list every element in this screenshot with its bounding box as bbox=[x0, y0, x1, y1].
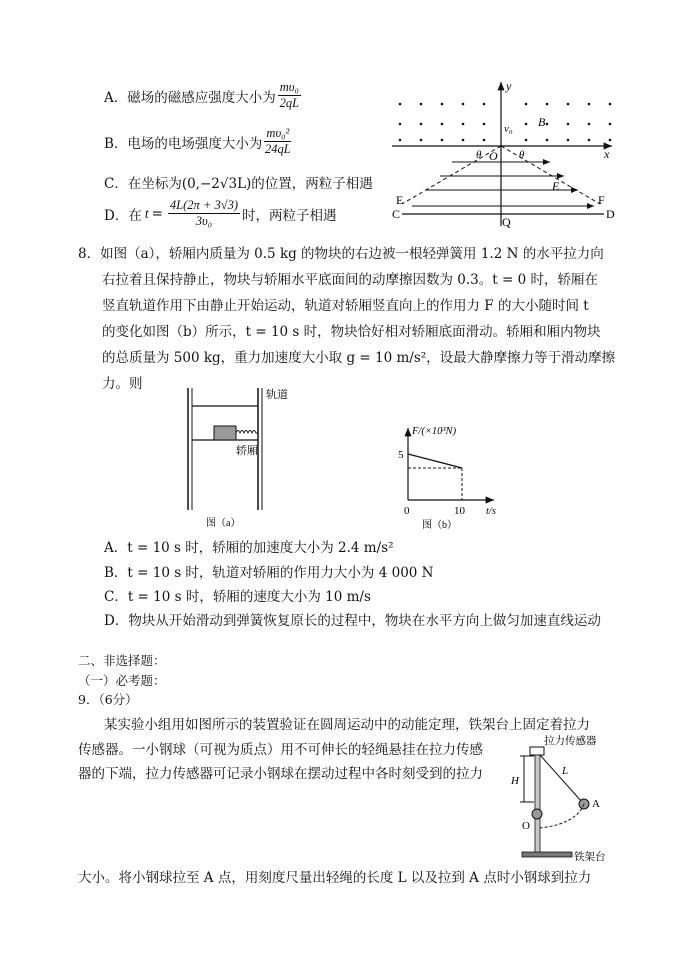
b-field-label: B bbox=[538, 115, 546, 129]
cabin-label: 轿厢 bbox=[236, 445, 258, 457]
q8-line-3: 竖直轨道作用下由静止开始运动，轨道对轿厢竖直向上的作用力 F 的大小随时间 t bbox=[102, 298, 589, 314]
q9-line-2: 传感器。一小钢球（可视为质点）用不可伸长的轻绳悬挂在拉力传感 bbox=[78, 742, 483, 758]
stand-base bbox=[522, 852, 572, 857]
fig-b-x-label: t/s bbox=[486, 506, 496, 517]
origin-label: O bbox=[489, 149, 498, 163]
x-axis-label: x bbox=[604, 147, 610, 161]
point-o-label: O bbox=[522, 820, 530, 832]
q7-option-c: C．在坐标为(0,−2√3L)的位置，两粒子相遇 bbox=[104, 176, 373, 192]
field-dot bbox=[483, 103, 486, 106]
field-dot bbox=[546, 123, 549, 126]
q8-figure-b bbox=[390, 420, 510, 532]
field-dot bbox=[399, 139, 402, 142]
field-dot bbox=[420, 139, 423, 142]
fig-b-origin: 0 bbox=[404, 505, 410, 517]
dashed-line-left bbox=[402, 146, 501, 204]
field-dot bbox=[588, 139, 591, 142]
field-dot bbox=[441, 139, 444, 142]
y-axis-label: y bbox=[506, 79, 512, 93]
track-label: 轨道 bbox=[266, 389, 288, 401]
q7-option-d-prefix: D．在 bbox=[104, 207, 142, 224]
e-field-label: E bbox=[552, 179, 560, 193]
q7-option-b bbox=[104, 126, 293, 157]
field-dot bbox=[609, 103, 612, 106]
theta-right-label: θ bbox=[519, 149, 525, 161]
q8-line-6: 力。则 bbox=[102, 376, 143, 392]
field-dot bbox=[546, 139, 549, 142]
field-dot bbox=[588, 123, 591, 126]
field-dot bbox=[399, 123, 402, 126]
q8-option-b: B．t = 10 s 时，轨道对轿厢的作用力大小为 4 000 N bbox=[104, 565, 434, 581]
q7-option-b-fraction: $\frac{\text{mυ₀²}}{24qL}$ bbox=[265, 126, 291, 156]
q8-line-5: 的总质量为 500 kg，重力加速度大小取 g = 10 m/s²，设最大静摩擦力等于滑动摩擦 bbox=[102, 350, 616, 366]
dashed-line-right bbox=[501, 146, 600, 204]
q7-option-b-text: B．电场的电场强度大小为 bbox=[104, 135, 263, 152]
stand-rod bbox=[535, 755, 540, 853]
v0-label: v₀ bbox=[504, 123, 513, 135]
field-dot bbox=[441, 123, 444, 126]
point-q-label: Q bbox=[502, 215, 511, 228]
field-dot bbox=[420, 103, 423, 106]
q7-option-a-fraction: $\frac{\text{mυ₀}}{2qL}$ bbox=[279, 80, 300, 110]
magnetic-field-dots bbox=[399, 103, 612, 142]
stand-label: 铁架台 bbox=[574, 852, 606, 863]
q7-option-d-fraction: $\frac{4L(2\pi + 3√3)}{\text{3υ₀}}$ bbox=[169, 198, 238, 228]
point-c-label: C bbox=[392, 207, 401, 221]
field-dot bbox=[462, 123, 465, 126]
field-dot bbox=[609, 139, 612, 142]
q9-apparatus-figure bbox=[506, 732, 616, 866]
field-dot bbox=[525, 103, 528, 106]
fig-b-y-tick: 5 bbox=[398, 449, 404, 461]
field-dot bbox=[420, 123, 423, 126]
fig-a-caption: 图（a） bbox=[206, 518, 241, 529]
fig-b-caption: 图（b） bbox=[422, 520, 457, 531]
field-dot bbox=[462, 139, 465, 142]
section-title: 二、非选择题： bbox=[78, 653, 166, 668]
force-sensor bbox=[530, 747, 544, 755]
q8-option-c: C．t = 10 s 时，轿厢的速度大小为 10 m/s bbox=[104, 589, 371, 605]
spring bbox=[236, 431, 258, 434]
field-dot bbox=[525, 123, 528, 126]
q7-option-a-text: A．磁场的磁感应强度大小为 bbox=[104, 89, 276, 106]
field-dot bbox=[567, 123, 570, 126]
q7-option-d-suffix: 时，两粒子相遇 bbox=[242, 207, 337, 224]
field-dot bbox=[609, 123, 612, 126]
l-label: L bbox=[562, 765, 569, 777]
q8-figure-a bbox=[180, 384, 300, 532]
field-dot bbox=[567, 139, 570, 142]
q8-option-d: D．物块从开始滑动到弹簧恢复原长的过程中，物块在水平方向上做匀加速直线运动 bbox=[104, 613, 601, 629]
field-dot bbox=[483, 123, 486, 126]
point-f-label: F bbox=[598, 193, 605, 207]
point-d-label: D bbox=[606, 207, 615, 221]
field-dot bbox=[462, 103, 465, 106]
q8-line-2: 右拉着且保持静止，物块与轿厢水平底面间的动摩擦因数为 0.3。t = 0 时，轿厢在 bbox=[102, 272, 598, 288]
fig-b-f-line bbox=[408, 454, 462, 468]
field-dot bbox=[525, 139, 528, 142]
theta-left-label: θ bbox=[476, 149, 482, 161]
block bbox=[214, 426, 236, 440]
swing-arc bbox=[540, 804, 584, 828]
section-subtitle: （一）必考题： bbox=[78, 673, 166, 688]
ball-at-o bbox=[532, 809, 542, 819]
q7-option-d: D．在 t = $\frac{4L(2\pi + 3√3)}{\text{3υ₀}}$ 时，两粒子相遇 bbox=[104, 198, 337, 228]
field-dot bbox=[399, 103, 402, 106]
q9-heading: 9．（6分） bbox=[78, 692, 138, 707]
field-dot bbox=[483, 139, 486, 142]
q9-line-1: 某实验小组用如图所示的装置验证在圆周运动中的动能定理，铁架台上固定着拉力 bbox=[104, 717, 590, 733]
q7-field-figure bbox=[388, 78, 620, 228]
sensor-label: 拉力传感器 bbox=[544, 736, 597, 747]
h-label: H bbox=[511, 775, 519, 787]
q9-line-4: 大小。将小钢球拉至 A 点，用刻度尺量出轻绳的长度 L 以及拉到 A 点时小钢球到拉力 bbox=[78, 870, 592, 886]
field-dot bbox=[588, 103, 591, 106]
fig-b-y-label: F/(×10³N) bbox=[412, 426, 457, 437]
string-to-a bbox=[540, 755, 582, 802]
field-dot bbox=[567, 103, 570, 106]
field-dot bbox=[441, 103, 444, 106]
fig-b-x-tick: 10 bbox=[454, 505, 465, 517]
q8-line-4: 的变化如图（b）所示，t = 10 s 时，物块恰好相对轿厢底面滑动。轿厢和厢内物块 bbox=[102, 324, 601, 340]
point-e-label: E bbox=[396, 193, 404, 207]
point-a-label: A bbox=[592, 798, 600, 810]
q8-option-a: A．t = 10 s 时，轿厢的加速度大小为 2.4 m/s² bbox=[104, 540, 394, 556]
q9-line-3: 器的下端，拉力传感器可记录小钢球在摆动过程中各时刻受到的拉力 bbox=[78, 766, 483, 782]
field-dot bbox=[546, 103, 549, 106]
q8-line-1: 8．如图（a），轿厢内质量为 0.5 kg 的物块的右边被一根轻弹簧用 1.2 N 的水平拉力向 bbox=[78, 246, 604, 262]
q7-option-a bbox=[104, 80, 303, 111]
